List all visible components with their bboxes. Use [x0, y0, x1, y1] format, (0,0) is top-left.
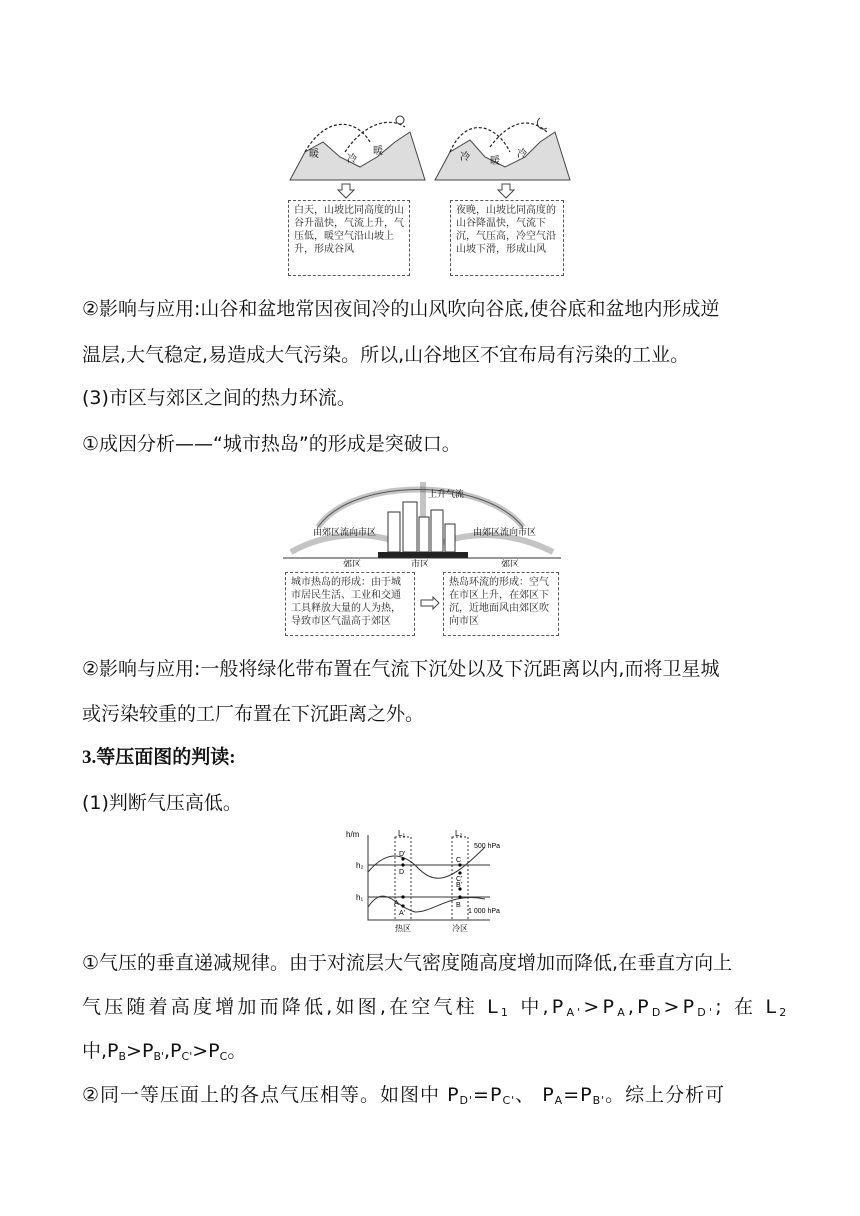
ground-center-label: 市区	[411, 560, 430, 567]
ground-right-label: 郊区	[501, 560, 520, 567]
fig1-label-left-3: 暖	[373, 146, 383, 157]
fig1-label-right-3: 冷	[517, 149, 527, 160]
up-flow-label: 上升气流	[428, 490, 465, 500]
right-flow-label: 由郊区流向市区	[473, 528, 537, 538]
para-4b: 或污染较重的工厂布置在下沉距离之外。	[82, 703, 425, 725]
right-arrow-icon	[420, 596, 440, 610]
fig1-right-box: 夜晚，山坡比同高度的山谷降温快，气流下沉，气压高，冷空气沿山坡下滑，形成山风	[450, 200, 564, 276]
fig1-label-right-2: 暖	[490, 156, 500, 167]
fig2-left-box: 城市热岛的形成：由于城市居民生活、工业和交通工具释放大量的人为热，导致市区气温高于郊区	[285, 572, 415, 636]
isobar-figure	[340, 827, 520, 935]
point-d: D	[399, 869, 405, 876]
para-5: (1)判断气压高低。	[82, 792, 242, 814]
point-c: C	[456, 857, 462, 864]
fig1-label-left-2: 冷	[347, 154, 357, 165]
heat-island-diagram	[283, 472, 561, 567]
para-1b: 温层,大气稳定,易造成大气污染。所以,山谷地区不宜布局有污染的工业。	[82, 344, 690, 366]
down-arrows	[285, 182, 575, 200]
left-flow-label: 由郊区流向市区	[313, 528, 377, 538]
y-axis-label: h/m	[346, 830, 360, 839]
heat-island-figure	[283, 472, 561, 640]
point-cp: C'	[456, 876, 463, 883]
para-6a: ①气压的垂直递减规律。由于对流层大气密度随高度增加而降低,在垂直方向上	[82, 952, 733, 974]
para-2: (3)市区与郊区之间的热力环流。	[82, 387, 356, 409]
para-7: ②同一等压面上的各点气压相等。如图中 $P_{D'}=P_{C'}$、 $P_A=P_{B'}$。综上分析可	[82, 1084, 726, 1107]
point-a: A	[394, 900, 399, 907]
ground-left-label: 郊区	[343, 560, 362, 567]
l2-label: L₂	[455, 829, 463, 838]
point-bp: B'	[456, 882, 463, 889]
hot-zone-label: 热区	[395, 924, 411, 933]
fig1-left-box: 白天，山坡比同高度的山谷升温快，气流上升，气压低，暖空气沿山坡上升，形成谷风	[288, 200, 410, 276]
section-heading: 3.等压面图的判读:	[82, 747, 236, 768]
para-3: ①成因分析——“城市热岛”的形成是突破口。	[82, 433, 461, 455]
p500-label: 500 hPa	[474, 843, 501, 850]
fig2-right-box: 热岛环流的形成：空气在市区上升，在郊区下沉，近地面风由郊区吹向市区	[443, 572, 559, 636]
h1-label: h₁	[356, 893, 364, 902]
para-1a: ②影响与应用:山谷和盆地常因夜间冷的山风吹向谷底,使谷底和盆地内形成逆	[82, 298, 720, 320]
valley-breeze-figure	[285, 112, 575, 277]
point-b: B	[456, 902, 461, 909]
para-6b: 气压随着高度增加而降低,如图,在空气柱 $L_1$ 中$,P_{A'}>P_A,P_D>P_{D'}$; 在 $L_2$	[82, 996, 790, 1019]
h2-label: h₂	[356, 861, 364, 870]
fig1-label-left-1: 暖	[309, 149, 319, 160]
valley-breeze-diagram	[285, 112, 575, 187]
fig1-label-right-1: 冷	[460, 152, 470, 163]
para-6c: 中$,P_B>P_{B'},P_{C'}>P_C$。	[82, 1040, 247, 1063]
l1-label: L₁	[398, 829, 406, 838]
para-4a: ②影响与应用:一般将绿化带布置在气流下沉处以及下沉距离以内,而将卫星城	[82, 658, 720, 680]
point-ap: A'	[399, 910, 406, 917]
isobar-diagram	[340, 827, 520, 935]
cold-zone-label: 冷区	[452, 924, 468, 933]
point-dp: D'	[399, 851, 406, 858]
p1000-label: 1 000 hPa	[468, 908, 500, 915]
